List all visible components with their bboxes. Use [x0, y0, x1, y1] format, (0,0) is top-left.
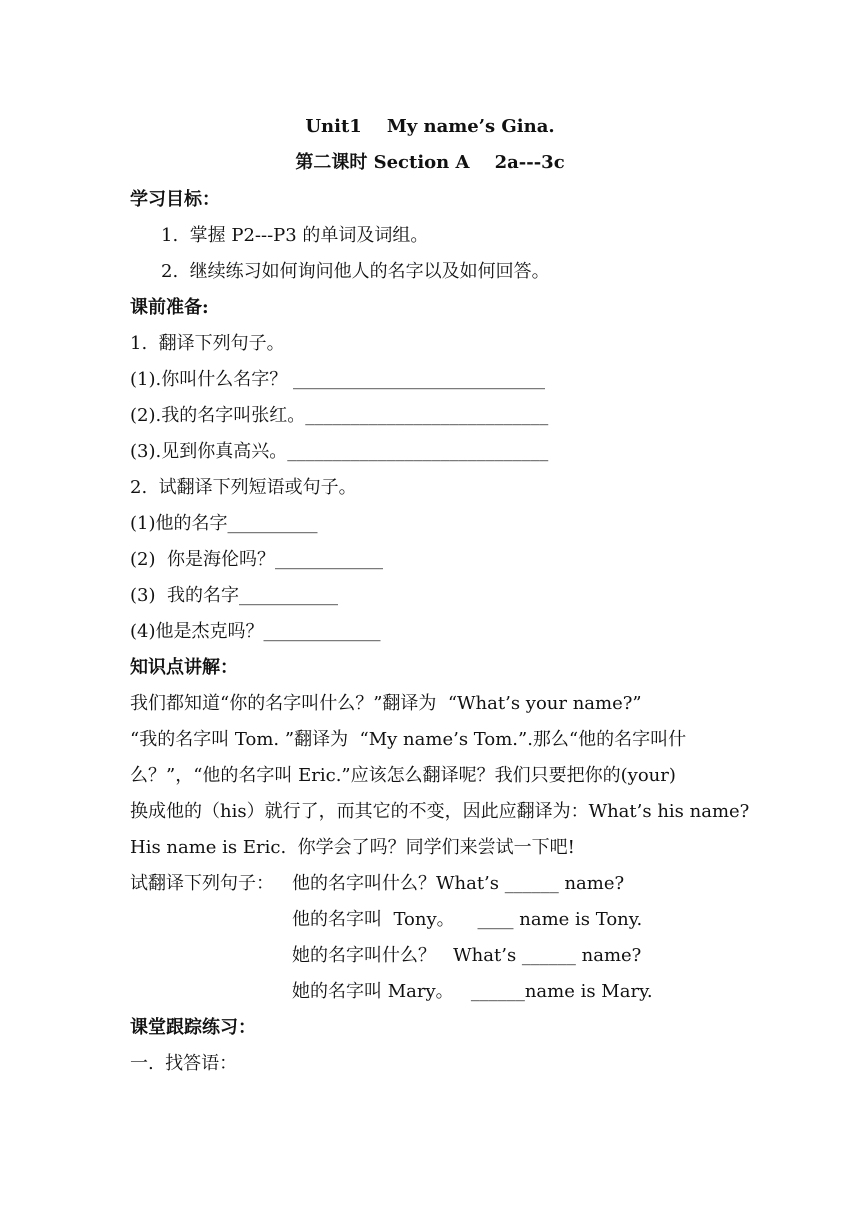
prep-task2-item: (2) 你是海伦吗？____________ — [130, 549, 383, 570]
goal-item: 2. 继续练习如何询问他人的名字以及如何回答。 — [161, 261, 550, 282]
prep-task2: 2. 试翻译下列短语或句子。 — [130, 477, 357, 498]
prep-task2-item: (4)他是杰克吗？_____________ — [130, 621, 381, 642]
prep-task1-item: (2).我的名字叫张红。___________________________ — [130, 405, 549, 426]
knowledge-line: “我的名字叫 Tom. ”翻译为 “My name’s Tom.”.那么“他的名字叫什 — [130, 729, 687, 750]
knowledge-line: 么？”，“他的名字叫 Eric.”应该怎么翻译呢？我们只要把你的(your) — [130, 765, 676, 786]
knowledge-line: 我们都知道“你的名字叫什么？”翻译为 “What’s your name?” — [130, 693, 642, 714]
knowledge-line: 换成他的（his）就行了，而其它的不变，因此应翻译为：What’s his name? — [130, 801, 750, 822]
prep-task1-item: (1).你叫什么名字？ ____________________________ — [130, 369, 545, 390]
try-item: 她的名字叫什么？ What’s ______ name? — [292, 945, 642, 966]
try-label: 试翻译下列句子： — [130, 873, 274, 894]
document-subtitle: 第二课时 Section A 2a---3c — [295, 152, 565, 173]
practice-item: 一. 找答语： — [130, 1053, 238, 1074]
goals-heading: 学习目标： — [130, 189, 220, 210]
prep-task1: 1. 翻译下列句子。 — [130, 333, 285, 354]
knowledge-line: His name is Eric. 你学会了吗？同学们来尝试一下吧! — [130, 837, 575, 858]
try-item: 她的名字叫 Mary。 ______name is Mary. — [292, 981, 653, 1002]
document-title: Unit1 My name’s Gina. — [305, 116, 555, 137]
prep-task1-item: (3).见到你真高兴。_____________________________ — [130, 441, 549, 462]
goal-item: 1. 掌握 P2---P3 的单词及词组。 — [161, 225, 429, 246]
knowledge-heading: 知识点讲解： — [130, 657, 238, 678]
prep-task2-item: (3) 我的名字___________ — [130, 585, 338, 606]
prep-task2-item: (1)他的名字__________ — [130, 513, 318, 534]
try-item: 他的名字叫什么？What’s ______ name? — [292, 873, 625, 894]
prep-heading: 课前准备: — [130, 297, 209, 318]
try-item: 他的名字叫 Tony。 ____ name is Tony. — [292, 909, 643, 930]
practice-heading: 课堂跟踪练习： — [130, 1017, 256, 1038]
